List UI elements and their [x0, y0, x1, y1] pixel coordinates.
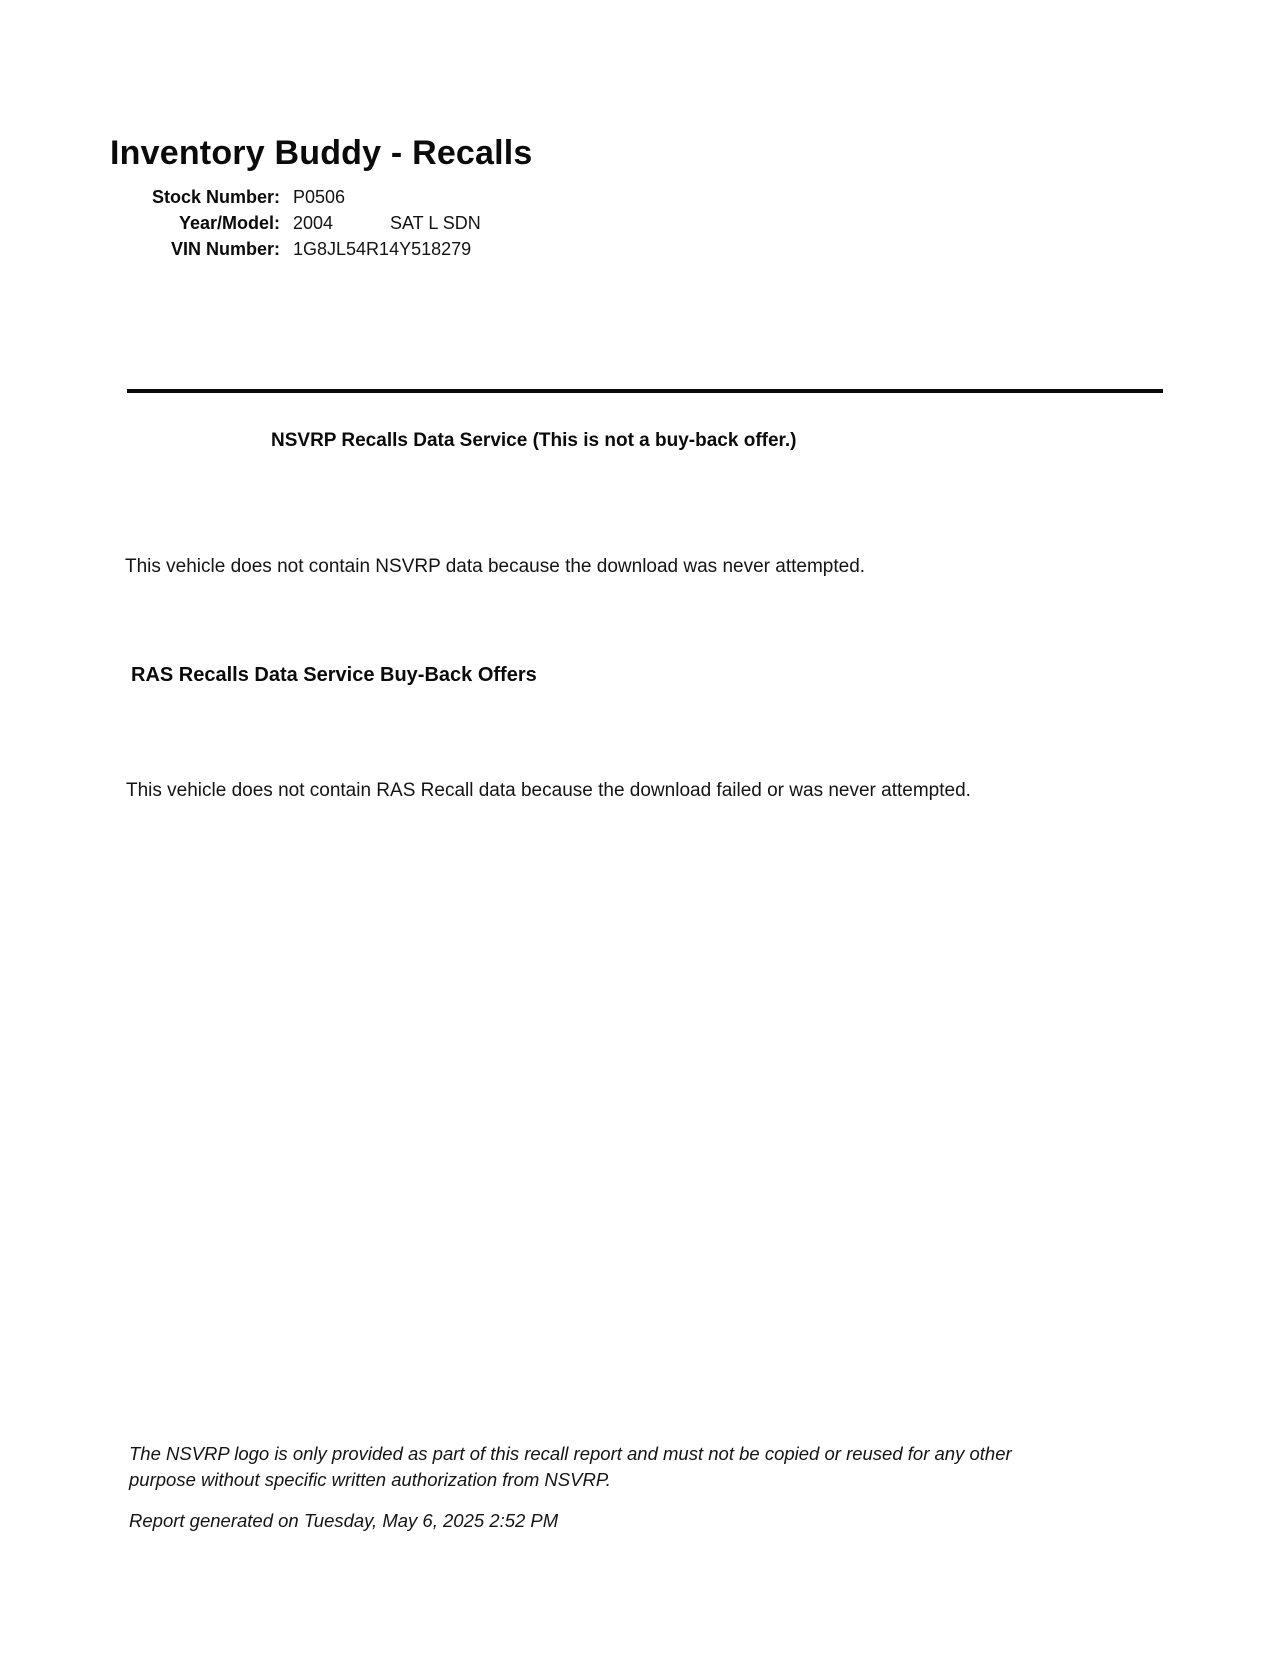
- stock-number-label: Stock Number:: [151, 187, 280, 207]
- year-model-values: [293, 210, 481, 236]
- vin-label: VIN Number:: [170, 239, 280, 259]
- ras-section-body: This vehicle does not contain RAS Recall data because the download failed or was never attempted.: [126, 780, 971, 801]
- model-value: SAT L SDN: [390, 213, 481, 233]
- nsvrp-section-body: This vehicle does not contain NSVRP data because the download was never attempted.: [125, 556, 866, 577]
- vin-value: 1G8JL54R14Y518279: [293, 239, 472, 259]
- report-generated-text: Report generated on Tuesday, May 6, 2025 2:52 PM: [129, 1510, 559, 1531]
- vehicle-info: [110, 184, 481, 262]
- info-row-year-model: [110, 210, 481, 236]
- year-value: 2004: [293, 213, 334, 233]
- info-row-stock-number: [110, 184, 481, 210]
- report-footer: [129, 1441, 1012, 1534]
- footer-disclaimer-line1: The NSVRP logo is only provided as part of this recall report and must not be copied or reused for any other: [129, 1443, 1012, 1464]
- ras-section-heading: RAS Recalls Data Service Buy-Back Offers: [131, 664, 537, 686]
- stock-number-value: P0506: [293, 187, 346, 207]
- nsvrp-section-heading: NSVRP Recalls Data Service (This is not a buy-back offer.): [271, 430, 797, 451]
- info-row-vin: [110, 236, 481, 262]
- footer-disclaimer-line2: purpose without specific written authorization from NSVRP.: [129, 1469, 611, 1490]
- year-model-label: Year/Model:: [178, 213, 280, 233]
- page-title: Inventory Buddy - Recalls: [110, 134, 533, 172]
- section-divider-rule: [127, 389, 1163, 393]
